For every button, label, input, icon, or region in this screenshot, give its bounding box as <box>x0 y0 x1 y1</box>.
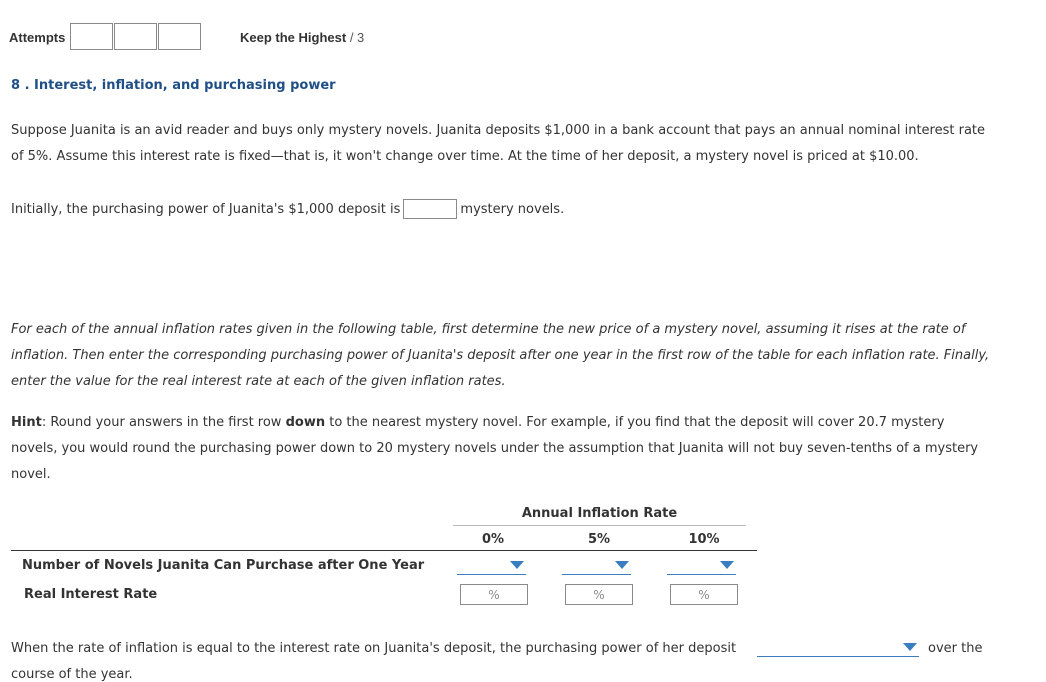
initial-suffix: mystery novels. <box>460 202 565 217</box>
table-divider <box>11 550 757 551</box>
instructions-line-3: enter the value for the real interest rate at each of the given inflation rates. <box>11 374 506 389</box>
keep-highest-text: Keep the Highest <box>240 30 347 45</box>
real-interest-input-5[interactable] <box>565 584 633 605</box>
attempt-indicator-1 <box>70 23 113 50</box>
hint-bold-word: down <box>285 415 326 430</box>
instructions-line-2: inflation. Then enter the corresponding purchasing power of Juanita's deposit after one year in the first row of the table for each inflation rate. Finally, <box>11 348 990 363</box>
conclusion-prefix: When the rate of inflation is equal to the interest rate on Juanita's deposit, the purchasing power of her deposit <box>11 641 737 656</box>
novels-dropdown-5[interactable] <box>562 560 631 575</box>
row-label-novels: Number of Novels Juanita Can Purchase after One Year <box>22 558 425 573</box>
real-interest-input-10[interactable] <box>670 584 738 605</box>
hint-text-b: to the nearest mystery novel. For example, if you find that the deposit will cover 20.7 mystery <box>325 415 945 430</box>
hint-paragraph <box>11 410 1021 488</box>
hint-text-a: : Round your answers in the first row <box>41 415 286 430</box>
attempts-label: Attempts <box>9 30 66 45</box>
chevron-down-icon <box>510 561 524 569</box>
attempt-indicator-2 <box>114 23 157 50</box>
attempt-indicator-3 <box>158 23 201 50</box>
instructions-paragraph <box>11 317 1021 395</box>
intro-paragraph <box>11 118 1021 170</box>
question-title: 8 . Interest, inflation, and purchasing power <box>11 78 336 93</box>
keep-highest-label <box>240 30 364 45</box>
real-interest-input-0[interactable] <box>460 584 528 605</box>
conclusion-next-line: course of the year. <box>11 667 133 682</box>
hint-line-2: novels, you would round the purchasing power down to 20 mystery novels under the assumption that Juanita will not buy seven-tenths of a mystery <box>11 441 979 456</box>
initial-prefix: Initially, the purchasing power of Juanita's $1,000 deposit is <box>11 202 401 217</box>
intro-line-2: of 5%. Assume this interest rate is fixed—that is, it won't change over time. At the time of her deposit, a mystery novel is priced at $10.00. <box>11 149 919 164</box>
column-header-5: 5% <box>587 532 611 547</box>
instructions-line-1: For each of the annual inflation rates given in the following table, first determine the new price of a mystery novel, assuming it rises at the rate of <box>11 322 966 337</box>
initial-purchasing-power-sentence <box>11 197 1021 223</box>
intro-line-1: Suppose Juanita is an avid reader and buys only mystery novels. Juanita deposits $1,000 in a bank account that pays an annual nominal interest rate <box>11 123 986 138</box>
column-header-10: 10% <box>688 532 720 547</box>
percent-symbol: % <box>488 588 500 602</box>
chevron-down-icon <box>903 643 917 651</box>
chevron-down-icon <box>615 561 629 569</box>
hint-label: Hint <box>11 415 42 430</box>
percent-symbol: % <box>698 588 710 602</box>
purchasing-power-change-dropdown[interactable] <box>757 642 919 657</box>
attempts-total: / 3 <box>349 30 365 45</box>
column-header-0: 0% <box>481 532 505 547</box>
hint-line-3: novel. <box>11 467 51 482</box>
table-header-inflation-rate: Annual Inflation Rate <box>453 506 746 526</box>
chevron-down-icon <box>720 561 734 569</box>
hint-line-1 <box>11 410 1021 436</box>
conclusion-suffix: over the <box>928 641 983 656</box>
novels-dropdown-0[interactable] <box>457 560 526 575</box>
row-label-real-interest: Real Interest Rate <box>24 587 158 602</box>
percent-symbol: % <box>593 588 605 602</box>
initial-purchasing-power-input[interactable] <box>403 199 457 219</box>
novels-dropdown-10[interactable] <box>667 560 736 575</box>
